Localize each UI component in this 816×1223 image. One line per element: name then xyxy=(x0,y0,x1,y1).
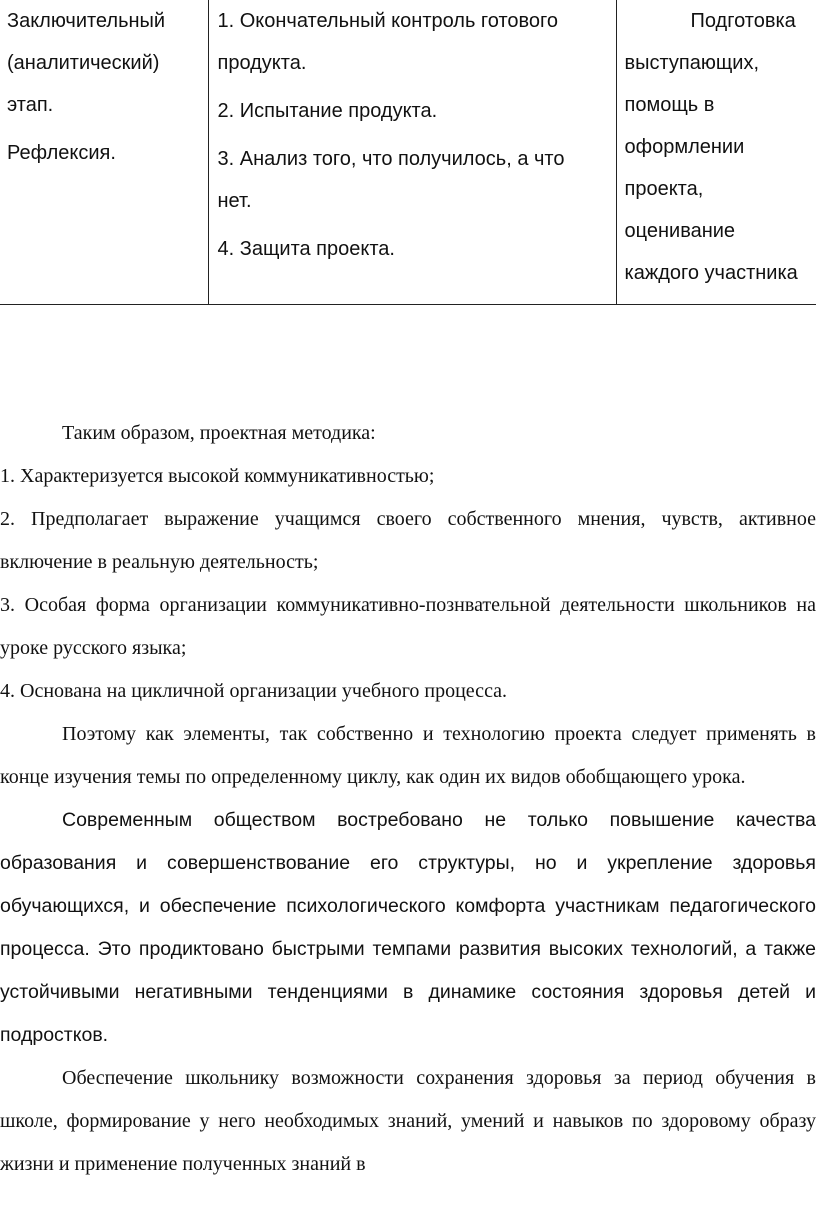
stage-step-line: продукта. xyxy=(217,52,307,74)
stage-step-line: 4. Защита проекта. xyxy=(217,238,395,260)
list-item: 3. Особая форма организации коммуникативно-познвательной деятельности школьников на уроке русского языка; xyxy=(0,594,816,659)
stage-name-line: Рефлексия. xyxy=(7,142,116,164)
stage-step-line: 2. Испытание продукта. xyxy=(217,100,438,122)
stage-name-line: Заключительный xyxy=(7,10,166,32)
teacher-activity-cell xyxy=(616,0,816,305)
stage-name-line: (аналитический) xyxy=(7,52,160,74)
stage-step-line: 3. Анализ того, что получилось, а что xyxy=(217,148,565,170)
project-stages-table xyxy=(0,0,816,305)
stage-name-cell xyxy=(0,0,208,305)
stage-step-line: нет. xyxy=(217,190,252,212)
teacher-activity-line: Подготовка xyxy=(690,10,796,32)
paragraph: Обеспечение школьнику возможности сохранения здоровья за период обучения в школе, формирование у него необходимых знаний, умений и навыков по здоровому образу жизни и применение полученных знаний в xyxy=(0,1067,816,1175)
stage-steps-cell xyxy=(208,0,616,305)
intro-paragraph: Таким образом, проектная методика: xyxy=(62,422,376,444)
table-row xyxy=(0,0,816,305)
teacher-activity-line: каждого участника xyxy=(624,262,798,284)
list-item: 1. Характеризуется высокой коммуникативностью; xyxy=(0,465,435,487)
teacher-activity-line: выступающих, xyxy=(624,52,760,74)
teacher-activity-line: оценивание xyxy=(624,220,736,242)
list-item: 4. Основана на цикличной организации учебного процесса. xyxy=(0,680,508,702)
teacher-activity-line: помощь в xyxy=(624,94,715,116)
paragraph: Поэтому как элементы, так собственно и технологию проекта следует применять в конце изучения темы по определенному циклу, как один их видов обобщающего урока. xyxy=(0,723,816,788)
paragraph: Современным обществом востребовано не только повышение качества образования и совершенствование его структуры, но и укрепление здоровья обучающихся, и обеспечение психологического комфорта участникам педагогического процесса. Это продиктовано быстрыми темпами развития высоких технологий, а также устойчивыми негативными тенденциями в динамике состояния здоровья детей и подростков. xyxy=(0,809,816,1046)
teacher-activity-line: оформлении xyxy=(624,136,745,158)
stage-step-line: 1. Окончательный контроль готового xyxy=(217,10,559,32)
teacher-activity-line: проекта, xyxy=(624,178,704,200)
body-text xyxy=(0,412,816,1186)
stage-name-line: этап. xyxy=(7,94,54,116)
list-item: 2. Предполагает выражение учащимся своего собственного мнения, чувств, активное включение в реальную деятельность; xyxy=(0,508,816,573)
